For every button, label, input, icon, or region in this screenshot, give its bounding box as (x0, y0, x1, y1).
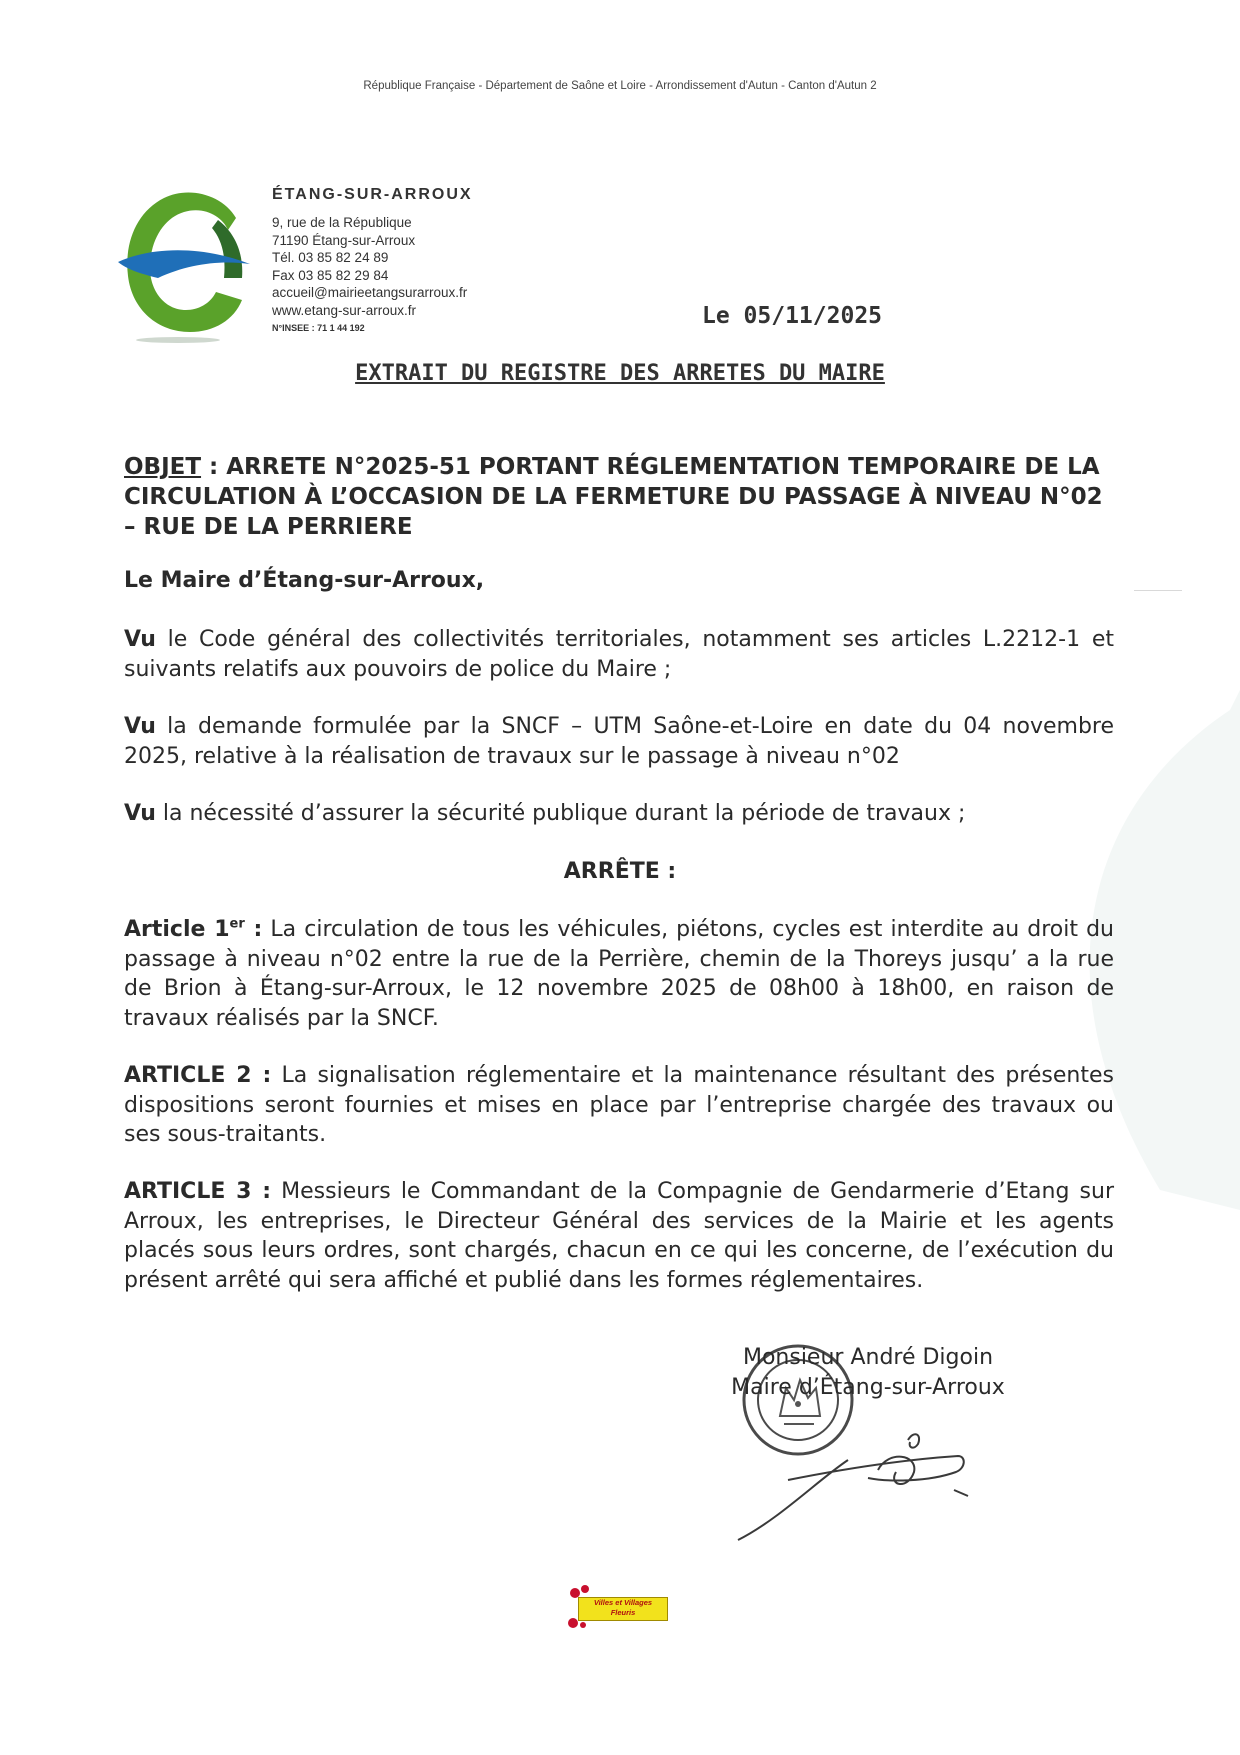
commune-logo (118, 182, 258, 344)
mairie-address-block (272, 214, 467, 337)
document-date: Le 05/11/2025 (702, 303, 883, 329)
fax-line: Fax 03 85 82 29 84 (272, 267, 389, 283)
vu-paragraph (124, 712, 1114, 771)
label-line: Villes et Villages (593, 1598, 653, 1607)
address-line: 9, rue de la République (272, 215, 412, 230)
margin-mark (1134, 590, 1182, 591)
insee-number: N°INSEE : 71 1 44 192 (272, 322, 365, 333)
vu-text: la nécessité d’assurer la sécurité publique durant la période de travaux ; (155, 801, 966, 826)
administrative-header: République Française - Département de Saône et Loire - Arrondissement d'Autun - Canton d'Autun 2 (363, 80, 877, 92)
vu-text: le Code général des collectivités territoriales, notamment ses articles L.2212-1 et suivants relatifs aux pouvoirs de police du Maire ; (124, 627, 1114, 682)
phone-line: Tél. 03 85 82 24 89 (272, 250, 389, 266)
article-2 (124, 1061, 1114, 1150)
label-line: Fleuris (610, 1608, 636, 1617)
vu-paragraph (124, 799, 1114, 829)
article-text: La circulation de tous les véhicules, piétons, cycles est interdite au droit du passage à niveau n°02 entre la rue de la Perrière, chemin de la Thoreys jusqu’ a la rue de Brion à Étang-sur-Arroux, le 12 novembre 2025 de 08h00 à 18h00, en raison de travaux réalisés par la SNCF. (124, 917, 1114, 1031)
handwritten-signature (728, 1420, 988, 1550)
document-title: EXTRAIT DU REGISTRE DES ARRETES DU MAIRE (355, 361, 885, 386)
vu-label: Vu (124, 627, 156, 652)
signatory-role: Maire d’Étang-sur-Arroux (731, 1375, 1005, 1400)
maire-line: Le Maire d’Étang-sur-Arroux, (124, 568, 485, 593)
article-label: ARTICLE 2 : (124, 1063, 272, 1088)
article-label: Article 1er : (124, 916, 263, 942)
signatory-name: Monsieur André Digoin (742, 1345, 994, 1370)
vu-label: Vu (124, 714, 156, 739)
objet-label: OBJET (124, 454, 202, 480)
article-3 (124, 1177, 1114, 1295)
vu-label: Vu (124, 801, 156, 826)
article-text: Messieurs le Commandant de la Compagnie de Gendarmerie d’Etang sur Arroux, les entreprises, le Directeur Général des services de la Mairie et les agents placés sous leurs ordres, sont chargés, chacun en ce qui les concerne, de l’exécution du présent arrêté qui sera affiché et publié dans les formes réglementaires. (124, 1179, 1114, 1293)
article-label: ARTICLE 3 : (124, 1179, 272, 1204)
address-line: 71190 Étang-sur-Arroux (272, 232, 416, 248)
article-text: La signalisation réglementaire et la maintenance résultant des présentes dispositions seront fournies et mises en place par l’entreprise chargée des travaux ou ses sous-traitants. (124, 1063, 1114, 1147)
commune-name: ÉTANG-SUR-ARROUX (272, 186, 473, 203)
objet-text: : ARRETE N°2025-51 PORTANT RÉGLEMENTATION TEMPORAIRE DE LA CIRCULATION À L’OCCASION DE LA FERMETURE DU PASSAGE À NIVEAU N°02 – RUE DE LA PERRIERE (124, 454, 1103, 540)
arrete-heading: ARRÊTE : (563, 859, 677, 884)
villes-villages-fleuris-label (578, 1597, 668, 1621)
vu-text: la demande formulée par la SNCF – UTM Saône-et-Loire en date du 04 novembre 2025, relative à la réalisation de travaux sur le passage à niveau n°02 (124, 714, 1114, 769)
objet-heading (124, 452, 1114, 542)
article-1 (124, 915, 1114, 1033)
vu-paragraph (124, 625, 1114, 684)
email-line: accueil@mairieetangsurarroux.fr (272, 285, 468, 301)
article-superscript: er (229, 916, 245, 932)
signature-block (718, 1343, 1018, 1403)
website-line: www.etang-sur-arroux.fr (272, 302, 417, 318)
